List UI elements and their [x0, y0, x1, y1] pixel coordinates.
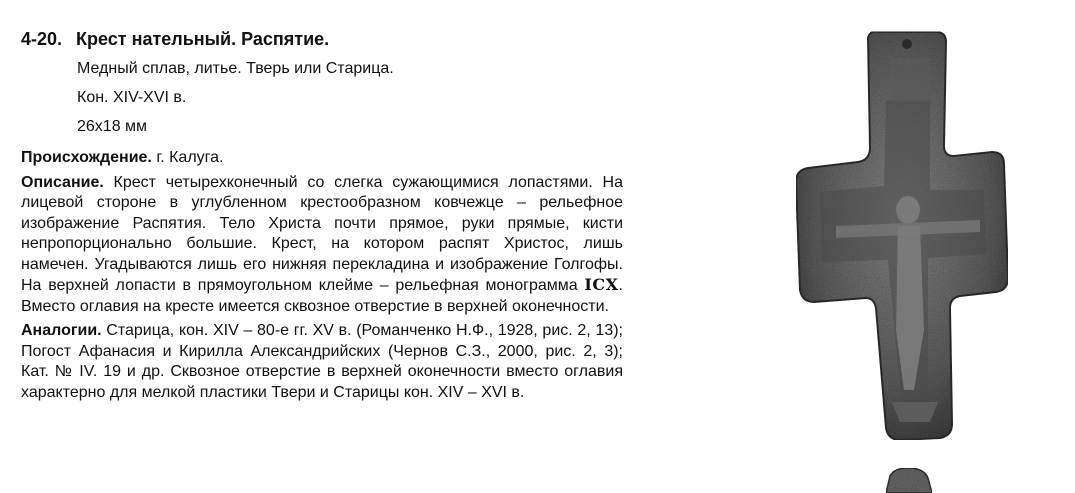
provenance-paragraph	[21, 148, 623, 169]
cross-image	[790, 30, 1015, 493]
analogies-paragraph	[21, 321, 623, 403]
christ-head	[896, 196, 920, 224]
analogies-label: Аналогии.	[21, 322, 102, 339]
description-paragraph	[21, 173, 623, 318]
provenance-text: г. Калуга.	[151, 149, 224, 166]
entry-heading	[21, 24, 623, 54]
material-line: Медный сплав, литье. Тверь или Старица.	[77, 60, 394, 77]
cross-photo	[790, 30, 1015, 493]
entry-title: Крест нательный. Распятие.	[76, 29, 330, 49]
analogies-text: Старица, кон. XIV – 80-е гг. XV в. (Романченко Н.Ф., 1928, рис. 2, 13); Погост Афанасия и Кирилла Александрийских (Чернов С.З., 2000, рис. 2, 3); Кат. № IV. 19 и др. Сквозное отверстие в верхней оконечности вместо оглавия характерно для мелкой пластики Твери и Старицы кон. XIV – XVI в.	[21, 322, 623, 401]
description-label: Описание.	[21, 173, 104, 191]
provenance-label: Происхождение.	[21, 149, 152, 166]
monogram-plaque	[890, 58, 930, 102]
golgotha	[892, 402, 938, 422]
description-text-end: . Вместо оглавия на кресте имеется сквозное отверстие в верхней оконечности.	[21, 277, 623, 315]
description-text: Крест четырехконечный со слегка сужающимися лопастями. На лицевой стороне в углубленном крестообразном ковчежце – рельефное изображение Распятия. Тело Христа почти прямое, руки прямые, кисти непропорционально большие. Крест, на котором распят Христос, лишь намечен. Угадываются лишь его нижняя перекладина и изображение Голгофы. На верхней лопасти в прямоугольном клейме – рельефная монограмма	[21, 173, 623, 294]
monogram: IСХ	[584, 275, 619, 294]
entry-number: 4-20.	[21, 29, 63, 49]
size-line: 26х18 мм	[77, 118, 148, 135]
suspension-hole	[902, 39, 912, 49]
date-line: Кон. XIV-XVI в.	[77, 89, 187, 106]
next-object-fragment	[886, 468, 932, 493]
catalog-entry	[21, 24, 623, 403]
